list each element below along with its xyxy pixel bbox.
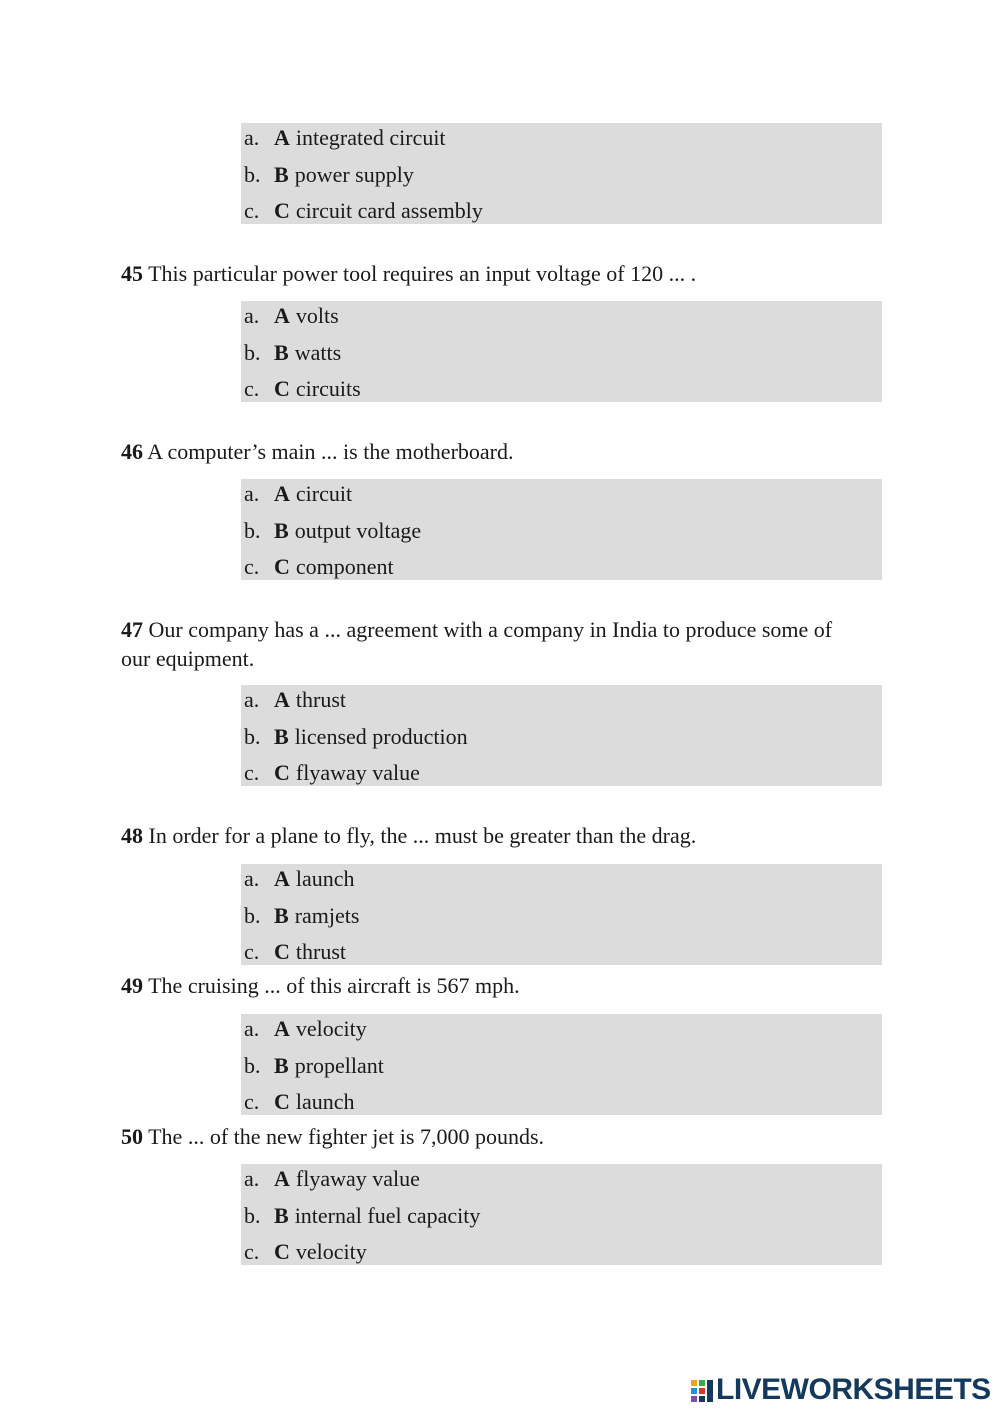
question-number: 48	[121, 823, 143, 848]
question-number: 49	[121, 973, 143, 998]
option-letter: b.	[244, 1053, 261, 1078]
option-letter: b.	[244, 340, 261, 365]
option-key: B	[274, 724, 289, 749]
question-number: 47	[121, 617, 143, 642]
option-text: power supply	[294, 162, 414, 187]
option-key: B	[274, 1203, 289, 1228]
option-key: B	[274, 162, 289, 187]
option-item[interactable]	[244, 1050, 384, 1082]
options-box	[241, 301, 882, 402]
option-item[interactable]	[244, 551, 394, 583]
option-letter: c.	[244, 760, 260, 785]
question-46	[121, 437, 851, 466]
option-item[interactable]	[244, 300, 339, 332]
option-letter: c.	[244, 198, 260, 223]
option-key: C	[274, 554, 290, 579]
options-box	[241, 1014, 882, 1115]
options-box	[241, 123, 882, 224]
option-key: A	[274, 687, 290, 712]
option-key: A	[274, 125, 290, 150]
option-letter: c.	[244, 376, 260, 401]
option-item[interactable]	[244, 863, 355, 895]
options-box	[241, 864, 882, 965]
option-letter: c.	[244, 554, 260, 579]
option-text: velocity	[295, 1016, 367, 1041]
question-50	[121, 1122, 851, 1151]
option-letter: b.	[244, 903, 261, 928]
option-text: thrust	[295, 687, 347, 712]
option-letter: a.	[244, 1016, 260, 1041]
options-box	[241, 1164, 882, 1265]
question-text: A computer’s main ... is the motherboard.	[147, 439, 514, 464]
question-number: 45	[121, 261, 143, 286]
option-key: C	[274, 760, 290, 785]
option-letter: b.	[244, 1203, 261, 1228]
option-item[interactable]	[244, 373, 361, 405]
option-item[interactable]	[244, 478, 352, 510]
question-49	[121, 971, 851, 1000]
option-item[interactable]	[244, 515, 421, 547]
option-text: launch	[295, 1089, 355, 1114]
option-key: A	[274, 303, 290, 328]
question-47	[121, 615, 841, 673]
question-text: In order for a plane to fly, the ... must be greater than the drag.	[148, 823, 697, 848]
option-key: B	[274, 903, 289, 928]
option-item[interactable]	[244, 900, 359, 932]
option-letter: a.	[244, 866, 260, 891]
liveworksheets-logo	[690, 1373, 991, 1407]
option-item[interactable]	[244, 757, 420, 789]
liveworksheets-logo-icon	[690, 1377, 714, 1403]
option-text: thrust	[295, 939, 347, 964]
option-letter: a.	[244, 687, 260, 712]
option-key: C	[274, 198, 290, 223]
option-key: A	[274, 481, 290, 506]
option-item[interactable]	[244, 1163, 420, 1195]
option-text: launch	[295, 866, 355, 891]
option-item[interactable]	[244, 1013, 367, 1045]
option-letter: c.	[244, 939, 260, 964]
option-text: circuit card assembly	[295, 198, 483, 223]
option-text: flyaway value	[295, 1166, 420, 1191]
option-letter: a.	[244, 303, 260, 328]
options-box	[241, 685, 882, 786]
option-text: volts	[295, 303, 339, 328]
option-key: B	[274, 518, 289, 543]
option-key: B	[274, 340, 289, 365]
option-key: C	[274, 1089, 290, 1114]
question-48	[121, 821, 851, 850]
option-letter: a.	[244, 1166, 260, 1191]
option-key: A	[274, 1016, 290, 1041]
option-item[interactable]	[244, 122, 446, 154]
option-item[interactable]	[244, 195, 483, 227]
option-key: A	[274, 1166, 290, 1191]
option-text: watts	[294, 340, 342, 365]
option-letter: b.	[244, 162, 261, 187]
option-text: velocity	[295, 1239, 367, 1264]
option-text: ramjets	[294, 903, 360, 928]
option-text: output voltage	[294, 518, 422, 543]
question-text: Our company has a ... agreement with a company in India to produce some of our equipment.	[121, 617, 833, 671]
question-text: The ... of the new fighter jet is 7,000 pounds.	[148, 1124, 545, 1149]
option-key: C	[274, 939, 290, 964]
question-number: 50	[121, 1124, 143, 1149]
question-text: The cruising ... of this aircraft is 567 mph.	[148, 973, 520, 998]
option-letter: a.	[244, 125, 260, 150]
option-key: B	[274, 1053, 289, 1078]
option-item[interactable]	[244, 159, 414, 191]
option-item[interactable]	[244, 1200, 480, 1232]
option-item[interactable]	[244, 936, 346, 968]
option-text: licensed production	[294, 724, 468, 749]
option-item[interactable]	[244, 684, 346, 716]
option-letter: c.	[244, 1089, 260, 1114]
option-key: C	[274, 1239, 290, 1264]
option-letter: b.	[244, 518, 261, 543]
option-letter: a.	[244, 481, 260, 506]
option-item[interactable]	[244, 721, 468, 753]
option-text: propellant	[294, 1053, 384, 1078]
option-text: flyaway value	[295, 760, 420, 785]
option-key: A	[274, 866, 290, 891]
question-number: 46	[121, 439, 143, 464]
option-letter: b.	[244, 724, 261, 749]
option-key: C	[274, 376, 290, 401]
option-letter: c.	[244, 1239, 260, 1264]
options-box	[241, 479, 882, 580]
option-item[interactable]	[244, 1236, 367, 1268]
option-text: integrated circuit	[295, 125, 446, 150]
option-text: component	[295, 554, 394, 579]
option-item[interactable]	[244, 1086, 355, 1118]
option-text: circuit	[295, 481, 353, 506]
logo-text: LIVEWORKSHEETS	[716, 1373, 991, 1406]
option-item[interactable]	[244, 337, 341, 369]
question-text: This particular power tool requires an input voltage of 120 ... .	[148, 261, 697, 286]
option-text: circuits	[295, 376, 361, 401]
option-text: internal fuel capacity	[294, 1203, 481, 1228]
question-45	[121, 259, 851, 288]
